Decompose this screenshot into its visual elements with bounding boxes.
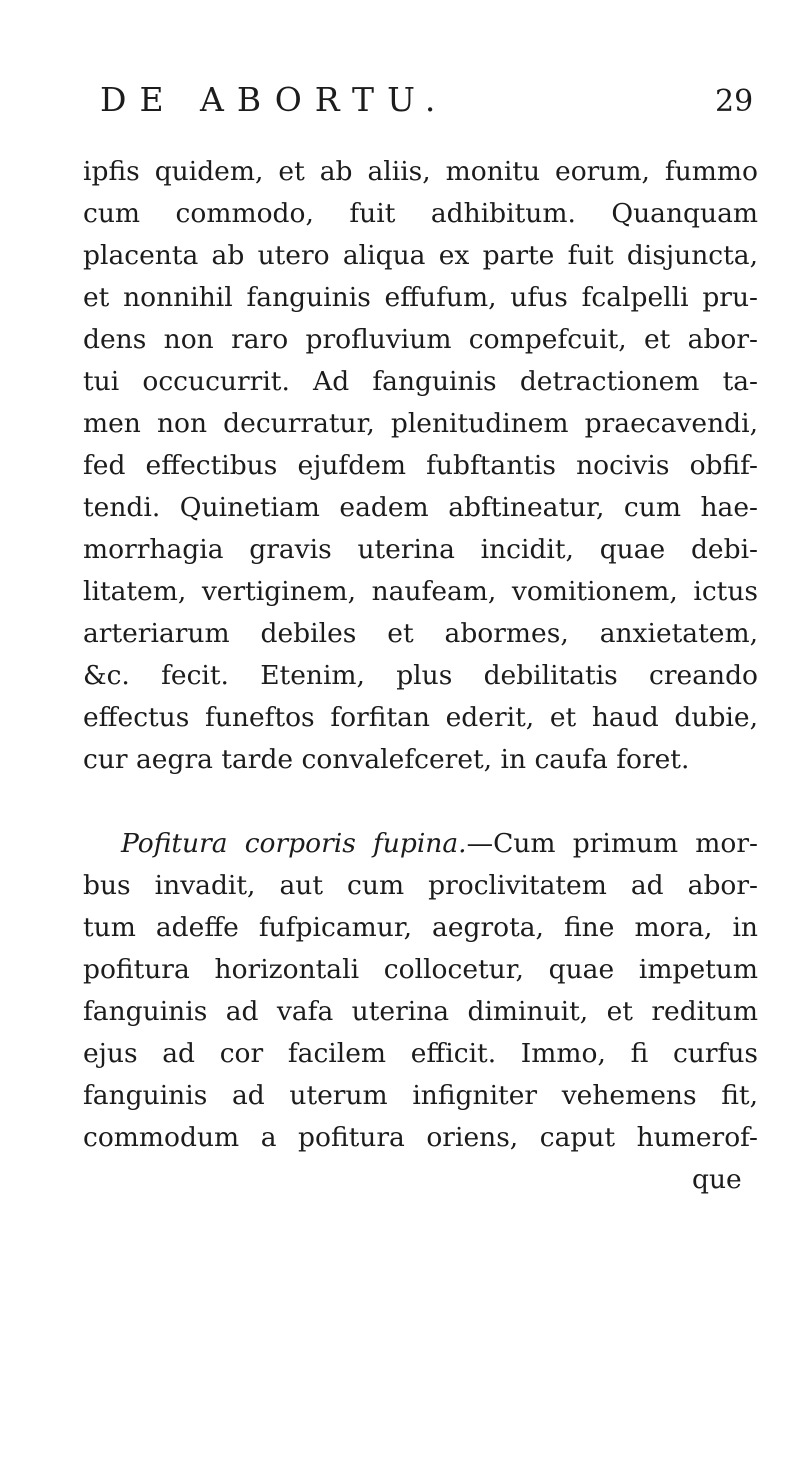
paragraph-heading-line xyxy=(121,827,758,861)
text-line: men non decurratur, plenitudinem praecavendi, xyxy=(83,408,758,439)
running-head: DE ABORTU. xyxy=(100,80,449,119)
text-line: litatem, vertiginem, naufeam, vomitionem, ictus xyxy=(83,576,758,607)
text-line: effectus funeftos forfitan ederit, et haud dubie, xyxy=(83,702,758,733)
text-line: placenta ab utero aliqua ex parte fuit disjuncta, xyxy=(83,240,758,271)
text-line: fed effectibus ejufdem fubftantis nocivis obfif- xyxy=(83,450,758,481)
text-line: tui occucurrit. Ad fanguinis detractionem ta- xyxy=(83,366,758,397)
text-line: cum commodo, fuit adhibitum. Quanquam xyxy=(83,198,758,229)
text-line: pofitura horizontali collocetur, quae impetum xyxy=(83,954,758,985)
text-line: tum adeffe fufpicamur, aegrota, fine mora, in xyxy=(83,912,758,943)
text-line: bus invadit, aut cum proclivitatem ad abor- xyxy=(83,870,758,901)
text-line: morrhagia gravis uterina incidit, quae debi- xyxy=(83,534,758,565)
text-line: commodum a pofitura oriens, caput humerof- xyxy=(83,1122,758,1153)
text-line: arteriarum debiles et abormes, anxietatem, xyxy=(83,618,758,649)
text-line: ipfis quidem, et ab aliis, monitu eorum, fummo xyxy=(83,156,758,187)
text-line: ejus ad cor facilem efficit. Immo, fi curfus xyxy=(83,1038,758,1069)
text-line: tendi. Quinetiam eadem abftineatur, cum hae- xyxy=(83,492,758,523)
text-line: fanguinis ad vafa uterina diminuit, et reditum xyxy=(83,996,758,1027)
text-line: fanguinis ad uterum infigniter vehemens fit, xyxy=(83,1080,758,1111)
text-line: &c. fecit. Etenim, plus debilitatis creando xyxy=(83,660,758,691)
catchword: que xyxy=(692,1164,742,1195)
page-number: 29 xyxy=(715,84,754,119)
section-heading: Pofitura corporis fupina. xyxy=(121,828,467,859)
text-line: et nonnihil fanguinis effufum, ufus fcalpelli pru- xyxy=(83,282,758,313)
text-fragment: —Cum primum mor- xyxy=(466,828,758,859)
text-line: dens non raro profluvium compefcuit, et abor- xyxy=(83,324,758,355)
text-line: cur aegra tarde convalefceret, in caufa foret. xyxy=(83,744,690,775)
